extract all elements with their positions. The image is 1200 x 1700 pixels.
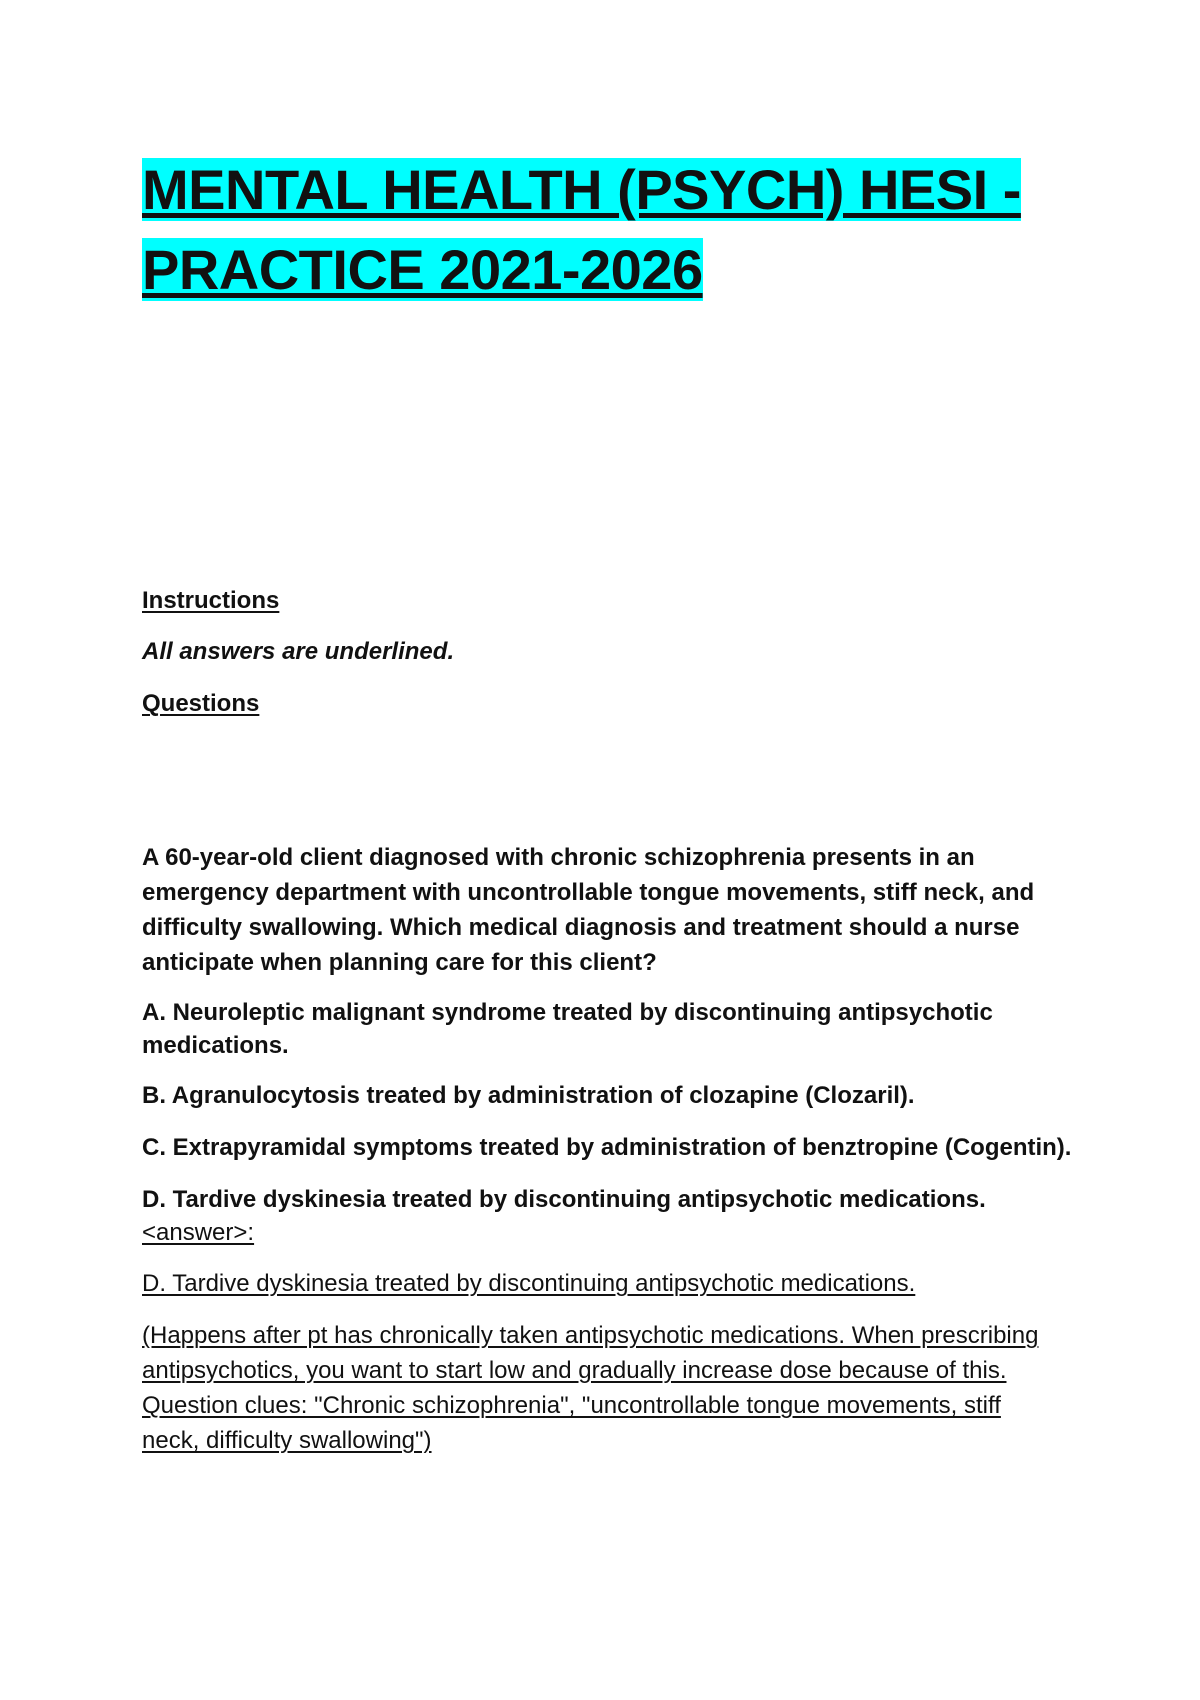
question-stem: A 60-year-old client diagnosed with chronic schizophrenia presents in an emergency department with uncontrollable tongue movements, stiff neck, and difficulty swallowing. Which medical diagnosis and treatment should a nurse anticipate when planning care for this client?: [142, 844, 1035, 976]
document-title-text: MENTAL HEALTH (PSYCH) HESI - PRACTICE 2021-2026: [142, 158, 1021, 301]
option-a: A. Neuroleptic malignant syndrome treated by discontinuing antipsychotic medications.: [142, 999, 993, 1059]
instructions-note: All answers are underlined.: [142, 638, 455, 665]
answer-rationale: (Happens after pt has chronically taken antipsychotic medications. When prescribing antipsychotics, you want to start low and gradually increase dose because of this. Question clues: "Chronic schizophrenia", "uncontrollable tongue movements, stiff neck, difficulty swallowing"): [142, 1322, 1039, 1454]
answer-label: <answer>:: [142, 1219, 255, 1246]
option-d: D. Tardive dyskinesia treated by discontinuing antipsychotic medications.: [142, 1186, 986, 1213]
option-d-block: [142, 1183, 1082, 1249]
option-c: C. Extrapyramidal symptoms treated by administration of benztropine (Cogentin).: [142, 1134, 1072, 1161]
option-b: B. Agranulocytosis treated by administration of clozapine (Clozaril).: [142, 1082, 915, 1109]
questions-heading: Questions: [142, 690, 260, 717]
document-title: [142, 150, 1072, 310]
instructions-heading: Instructions: [142, 587, 280, 614]
correct-answer: D. Tardive dyskinesia treated by discontinuing antipsychotic medications.: [142, 1270, 916, 1297]
